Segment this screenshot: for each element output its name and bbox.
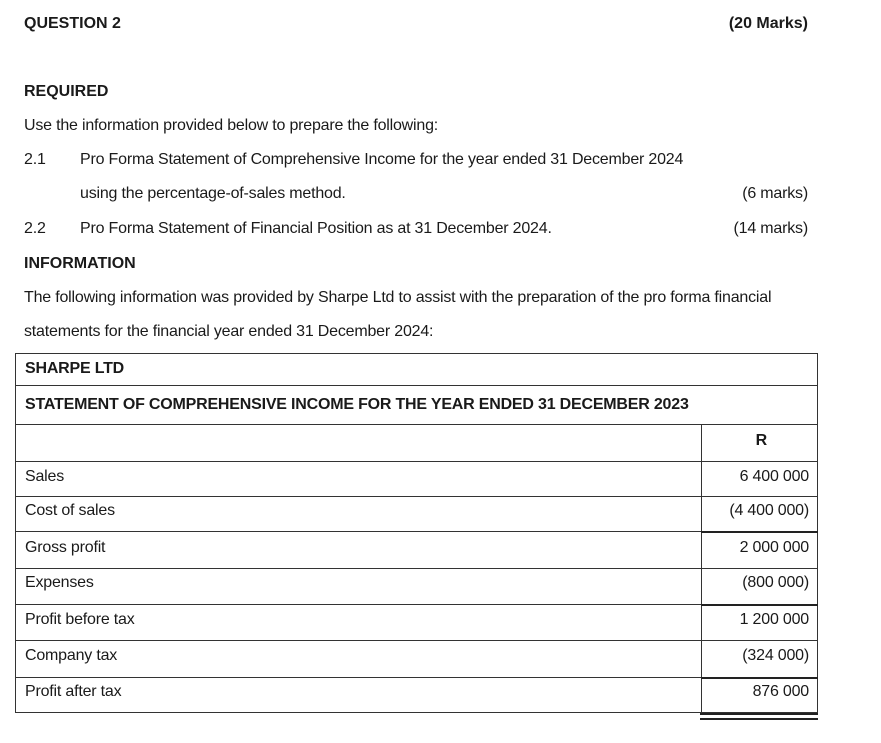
statement-title: STATEMENT OF COMPREHENSIVE INCOME FOR THE YEAR ENDED 31 DECEMBER 2023: [25, 396, 689, 413]
information-text-line-1: The following information was provided by Sharpe Ltd to assist with the preparation of the pro forma financial: [24, 289, 772, 306]
currency-header: R: [755, 432, 767, 449]
subtotal-line-profit-before-tax: [701, 604, 818, 606]
amount-cell-gross-profit: [701, 532, 817, 568]
row-amount-profit-after-tax: 876 000: [752, 683, 809, 700]
item-marks-2-1: (6 marks): [742, 185, 808, 202]
table-row: [16, 678, 817, 713]
table-row: [16, 569, 817, 605]
row-amount-gross-profit: 2 000 000: [739, 539, 809, 556]
table-header-row: [16, 425, 817, 462]
item-number-2-1: 2.1: [24, 151, 46, 168]
table-row: [16, 532, 817, 569]
amount-cell-sales: [701, 462, 817, 496]
required-intro: Use the information provided below to prepare the following:: [24, 117, 439, 134]
total-double-underline-top: [700, 713, 818, 715]
row-label-profit-before-tax: Profit before tax: [25, 611, 135, 628]
table-row: [16, 497, 817, 532]
row-amount-company-tax: (324 000): [742, 647, 809, 664]
amount-cell-expenses: [701, 569, 817, 604]
total-double-underline-bottom: [700, 718, 818, 720]
table-title-row: [16, 386, 817, 425]
table-company-row: [16, 354, 817, 386]
row-amount-profit-before-tax: 1 200 000: [739, 611, 809, 628]
item-text-2-2: Pro Forma Statement of Financial Position as at 31 December 2024.: [80, 220, 552, 237]
row-amount-sales: 6 400 000: [739, 468, 809, 485]
currency-header-cell: [701, 425, 817, 461]
question-title: QUESTION 2: [24, 15, 121, 32]
amount-cell-profit-after-tax: [701, 678, 817, 712]
subtotal-line-gross-profit: [701, 531, 818, 533]
item-number-2-2: 2.2: [24, 220, 46, 237]
subtotal-line-profit-after-tax: [701, 677, 818, 679]
row-amount-expenses: (800 000): [742, 574, 809, 591]
table-row: [16, 641, 817, 678]
question-marks: (20 Marks): [728, 15, 808, 32]
row-label-company-tax: Company tax: [25, 647, 118, 664]
row-amount-cost-of-sales: (4 400 000): [729, 502, 809, 519]
information-text-line-2: statements for the financial year ended 31 December 2024:: [24, 323, 434, 340]
amount-cell-company-tax: [701, 641, 817, 677]
row-label-profit-after-tax: Profit after tax: [25, 683, 122, 700]
company-name: SHARPE LTD: [25, 360, 125, 377]
item-text-2-1: Pro Forma Statement of Comprehensive Income for the year ended 31 December 2024: [80, 151, 684, 168]
table-row: [16, 605, 817, 641]
income-statement-table: [15, 353, 818, 713]
amount-cell-profit-before-tax: [701, 605, 817, 640]
row-label-cost-of-sales: Cost of sales: [25, 502, 115, 519]
table-row: [16, 462, 817, 497]
item-marks-2-2: (14 marks): [733, 220, 808, 237]
row-label-sales: Sales: [25, 468, 65, 485]
required-heading: REQUIRED: [24, 83, 109, 100]
row-label-gross-profit: Gross profit: [25, 539, 106, 556]
item-text-2-1-continuation: using the percentage-of-sales method.: [80, 185, 346, 202]
information-heading: INFORMATION: [24, 255, 136, 272]
row-label-expenses: Expenses: [25, 574, 94, 591]
amount-cell-cost-of-sales: [701, 497, 817, 531]
